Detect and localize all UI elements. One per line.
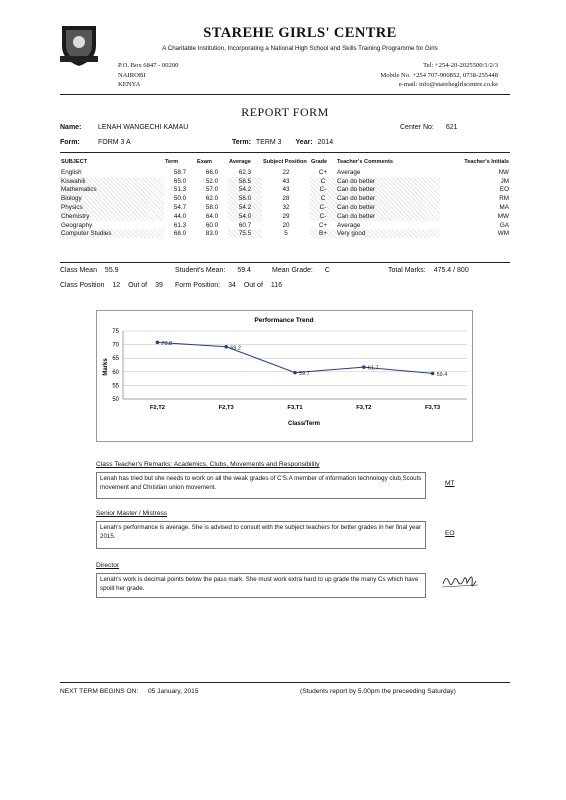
term: TERM 3 — [255, 139, 282, 146]
class-teacher-initials: MT — [445, 480, 455, 487]
info-divider — [60, 152, 510, 153]
data-label: 69.2 — [230, 345, 241, 352]
name-label: Name: — [60, 124, 82, 131]
class-position-label: Class Position — [60, 282, 105, 289]
chart-title: Performance Trend — [254, 317, 314, 324]
table-cell: 5 — [284, 230, 288, 238]
out-of-label: Out of — [243, 282, 263, 289]
report-form-title: REPORT FORM — [241, 105, 329, 119]
student-mean — [175, 267, 251, 274]
table-cell: Physics — [60, 203, 164, 212]
table-cell: 75.5 — [228, 229, 262, 238]
centre-label: Center No: — [400, 124, 434, 131]
student-mean-label: Student's Mean: — [175, 267, 226, 274]
table-cell: WM — [497, 230, 509, 238]
table-cell: Kiswahili — [60, 177, 164, 186]
address-line: P.O. Box 6847 - 00200 — [118, 62, 179, 69]
table-cell: C- — [310, 212, 336, 221]
table-cell: 54.2 — [228, 203, 262, 212]
table-cell: 68.0 — [173, 230, 187, 238]
x-tick-label: F3,T2 — [356, 405, 372, 411]
table-cell: C- — [310, 203, 336, 212]
table-cell: 83.0 — [205, 230, 219, 238]
x-tick-label: F2,T2 — [149, 405, 165, 411]
student-form: FORM 3 A — [98, 139, 131, 146]
performance-chart-svg — [97, 311, 472, 441]
table-cell: GA — [499, 221, 509, 229]
term-label: Term: — [232, 139, 251, 146]
student-name: LENAH WANGECHI KAMAU — [98, 124, 189, 131]
year: 2014 — [317, 139, 334, 146]
tel: Tel: +254-20-2025500/1/2/3 — [423, 62, 498, 69]
table-cell: 29 — [282, 212, 290, 220]
year-label: Year: — [295, 139, 313, 146]
col-average: Average — [229, 159, 251, 165]
senior-master-remark: Lenah's performance is average. She is advised to consult with the subject teachers for better grades in her final year 2015. — [96, 521, 426, 549]
table-cell: Chemistry — [60, 212, 164, 221]
table-cell: B+ — [310, 229, 336, 238]
data-label: 59.7 — [299, 371, 310, 378]
term-row — [232, 139, 333, 146]
table-cell: Can do better — [336, 194, 440, 203]
table-row — [60, 229, 510, 238]
footer-divider — [60, 682, 510, 683]
student-name-row — [60, 124, 189, 131]
form-label: Form: — [60, 139, 80, 146]
y-tick-label: 75 — [112, 329, 119, 335]
table-cell: 43 — [282, 177, 290, 185]
table-cell: 60.7 — [238, 221, 252, 229]
performance-chart — [96, 310, 473, 442]
class-position-value: 12 — [112, 282, 121, 289]
table-cell: 57.0 — [205, 186, 219, 194]
table-cell: Average — [337, 168, 361, 176]
table-row — [60, 221, 510, 230]
table-cell: 60.0 — [205, 221, 219, 229]
table-cell: Geography — [61, 221, 93, 229]
table-cell: Very good — [336, 229, 440, 238]
table-cell: MW — [497, 212, 509, 220]
table-cell: NW — [498, 168, 509, 176]
data-point — [293, 371, 297, 375]
table-cell: Can do better — [336, 177, 440, 186]
data-label: 61.7 — [367, 365, 379, 372]
grades-table — [60, 158, 510, 238]
next-term-label: NEXT TERM BEGINS ON: — [60, 688, 139, 695]
col-subject: SUBJECT — [61, 159, 88, 165]
total-marks — [388, 267, 469, 274]
data-label: 70.8 — [161, 340, 173, 347]
table-cell: RM — [499, 195, 509, 203]
table-cell: C- — [310, 186, 336, 195]
class-mean-label: Class Mean — [60, 267, 97, 274]
data-label: 59.4 — [436, 371, 448, 378]
chart-ylabel: Marks — [103, 358, 109, 376]
table-cell: 61.3 — [173, 221, 187, 229]
total-marks-value: 475.4 / 800 — [433, 267, 469, 274]
table-cell: 56.0 — [228, 194, 262, 203]
col-comments: Teacher's Comments — [337, 159, 393, 165]
table-cell: 54.2 — [228, 186, 262, 195]
table-row — [60, 194, 510, 203]
class-teacher-remark: Lenah has tried but she needs to work on all the weak grades of C'S.A member of information technology club,Scouts movement and Christian union movement. — [96, 472, 426, 499]
table-cell: 20 — [282, 221, 290, 229]
director-signature — [440, 570, 480, 592]
table-cell: 64.0 — [205, 212, 219, 220]
table-cell: MA — [499, 204, 509, 212]
data-point — [224, 345, 228, 349]
data-point — [431, 372, 435, 376]
col-exam: Exam — [197, 159, 212, 165]
school-address — [118, 61, 178, 90]
y-tick-label: 70 — [112, 342, 119, 349]
table-cell: 65.0 — [173, 177, 187, 185]
table-cell: 28 — [282, 195, 290, 203]
mean-grade — [272, 267, 330, 274]
table-cell: Mathematics — [60, 186, 164, 195]
table-cell: 58.7 — [173, 168, 187, 176]
mean-grade-label: Mean Grade: — [272, 267, 313, 274]
table-cell: 58.5 — [228, 177, 262, 186]
data-point — [362, 365, 366, 369]
header-divider — [60, 94, 510, 95]
table-cell: Can do better — [336, 212, 440, 221]
table-cell: 62.0 — [205, 195, 219, 203]
table-cell: English — [61, 168, 82, 176]
total-marks-label: Total Marks: — [388, 267, 426, 274]
y-tick-label: 60 — [112, 369, 119, 376]
class-position — [60, 282, 163, 289]
y-tick-label: 50 — [112, 397, 119, 403]
senior-master-initials: EO — [445, 530, 455, 537]
table-cell: Can do better — [336, 203, 440, 212]
col-term: Term — [165, 159, 179, 165]
form-position — [175, 282, 282, 289]
table-cell: Computer Studies — [60, 229, 164, 238]
table-cell: Average — [337, 221, 361, 229]
table-cell: EO — [499, 186, 509, 194]
class-mean — [60, 267, 119, 274]
table-cell: Biology — [60, 194, 164, 203]
x-tick-label: F3,T3 — [425, 405, 441, 411]
mean-grade-value: C — [324, 267, 330, 274]
class-teacher-heading: Class Teacher's Remarks: Academics, Clubs, Movements and Responsibility — [96, 461, 320, 468]
table-cell: 32 — [282, 204, 290, 212]
table-cell: 62.3 — [238, 168, 252, 176]
student-form-row — [60, 139, 131, 146]
school-contact — [380, 61, 498, 90]
class-out-of-value: 39 — [155, 282, 163, 289]
out-of-label: Out of — [128, 282, 148, 289]
table-row — [60, 212, 510, 221]
school-subtitle: A Charitable Institution, Incorporating a National High School and Skills Training Programme for Girls — [162, 45, 438, 52]
form-position-label: Form Position: — [175, 282, 221, 289]
school-name: STAREHE GIRLS' CENTRE — [203, 25, 397, 41]
table-cell: C+ — [318, 168, 328, 176]
table-cell: Can do better — [336, 186, 440, 195]
centre-row — [400, 124, 458, 131]
table-header — [60, 158, 510, 168]
table-cell: JM — [500, 177, 509, 185]
student-mean-value: 59.4 — [237, 267, 251, 274]
table-cell: 51.3 — [173, 186, 187, 194]
school-crest-logo — [58, 22, 100, 68]
chart-xlabel: Class/Term — [288, 421, 320, 427]
mobile: Mobile No. +254 707-900852, 0738-255448 — [380, 71, 498, 79]
form-position-value: 34 — [228, 282, 236, 289]
col-initials: Teacher's Initials — [464, 159, 509, 165]
table-row — [60, 177, 510, 186]
table-row — [60, 186, 510, 195]
table-cell: C+ — [318, 221, 328, 229]
email: e-mail: info@stareheglrlscentre.co.ke — [398, 81, 498, 88]
col-grade: Grade — [311, 159, 328, 165]
table-cell: 54.0 — [228, 212, 262, 221]
table-cell: 66.0 — [205, 168, 219, 176]
table-cell: C — [310, 194, 336, 203]
next-term-date: 05 January, 2015 — [148, 688, 199, 695]
table-cell: 52.0 — [205, 177, 219, 185]
director-heading: Director — [96, 562, 120, 569]
table-cell: 22 — [282, 168, 290, 176]
summary-divider — [60, 262, 510, 263]
form-out-of-value: 116 — [270, 282, 283, 289]
table-cell: C — [310, 177, 336, 186]
class-mean-value: 55.9 — [104, 267, 119, 274]
x-tick-label: F2,T3 — [218, 405, 234, 411]
data-point — [156, 341, 160, 345]
centre-number: 621 — [445, 124, 458, 131]
table-cell: 44.0 — [173, 212, 187, 220]
table-cell: 54.7 — [173, 204, 187, 212]
chart-grid — [123, 331, 467, 399]
series-line — [157, 342, 432, 373]
reporting-note: (Students report by 5.00pm the preceeding Saturday) — [300, 688, 456, 695]
chart-marks — [156, 341, 448, 378]
next-term — [60, 688, 198, 695]
table-cell: 58.0 — [205, 204, 219, 212]
senior-master-heading: Senior Master / Mistress — [96, 510, 168, 517]
table-row — [60, 203, 510, 212]
table-row — [60, 168, 510, 177]
y-tick-label: 65 — [112, 356, 119, 363]
address-line: KENYA — [118, 81, 141, 88]
y-tick-label: 55 — [112, 383, 119, 390]
col-subject-position: Subject Position — [263, 159, 307, 165]
table-cell: 50.0 — [173, 195, 187, 203]
director-remark: Lenah's work is decimal points below the pass mark. She must work extra hard to up grade the many Cs which have spoilt her grade. — [96, 573, 426, 598]
address-line: NAIROBI — [118, 71, 146, 79]
table-cell: 43 — [282, 186, 290, 194]
x-tick-label: F3,T1 — [287, 405, 303, 411]
